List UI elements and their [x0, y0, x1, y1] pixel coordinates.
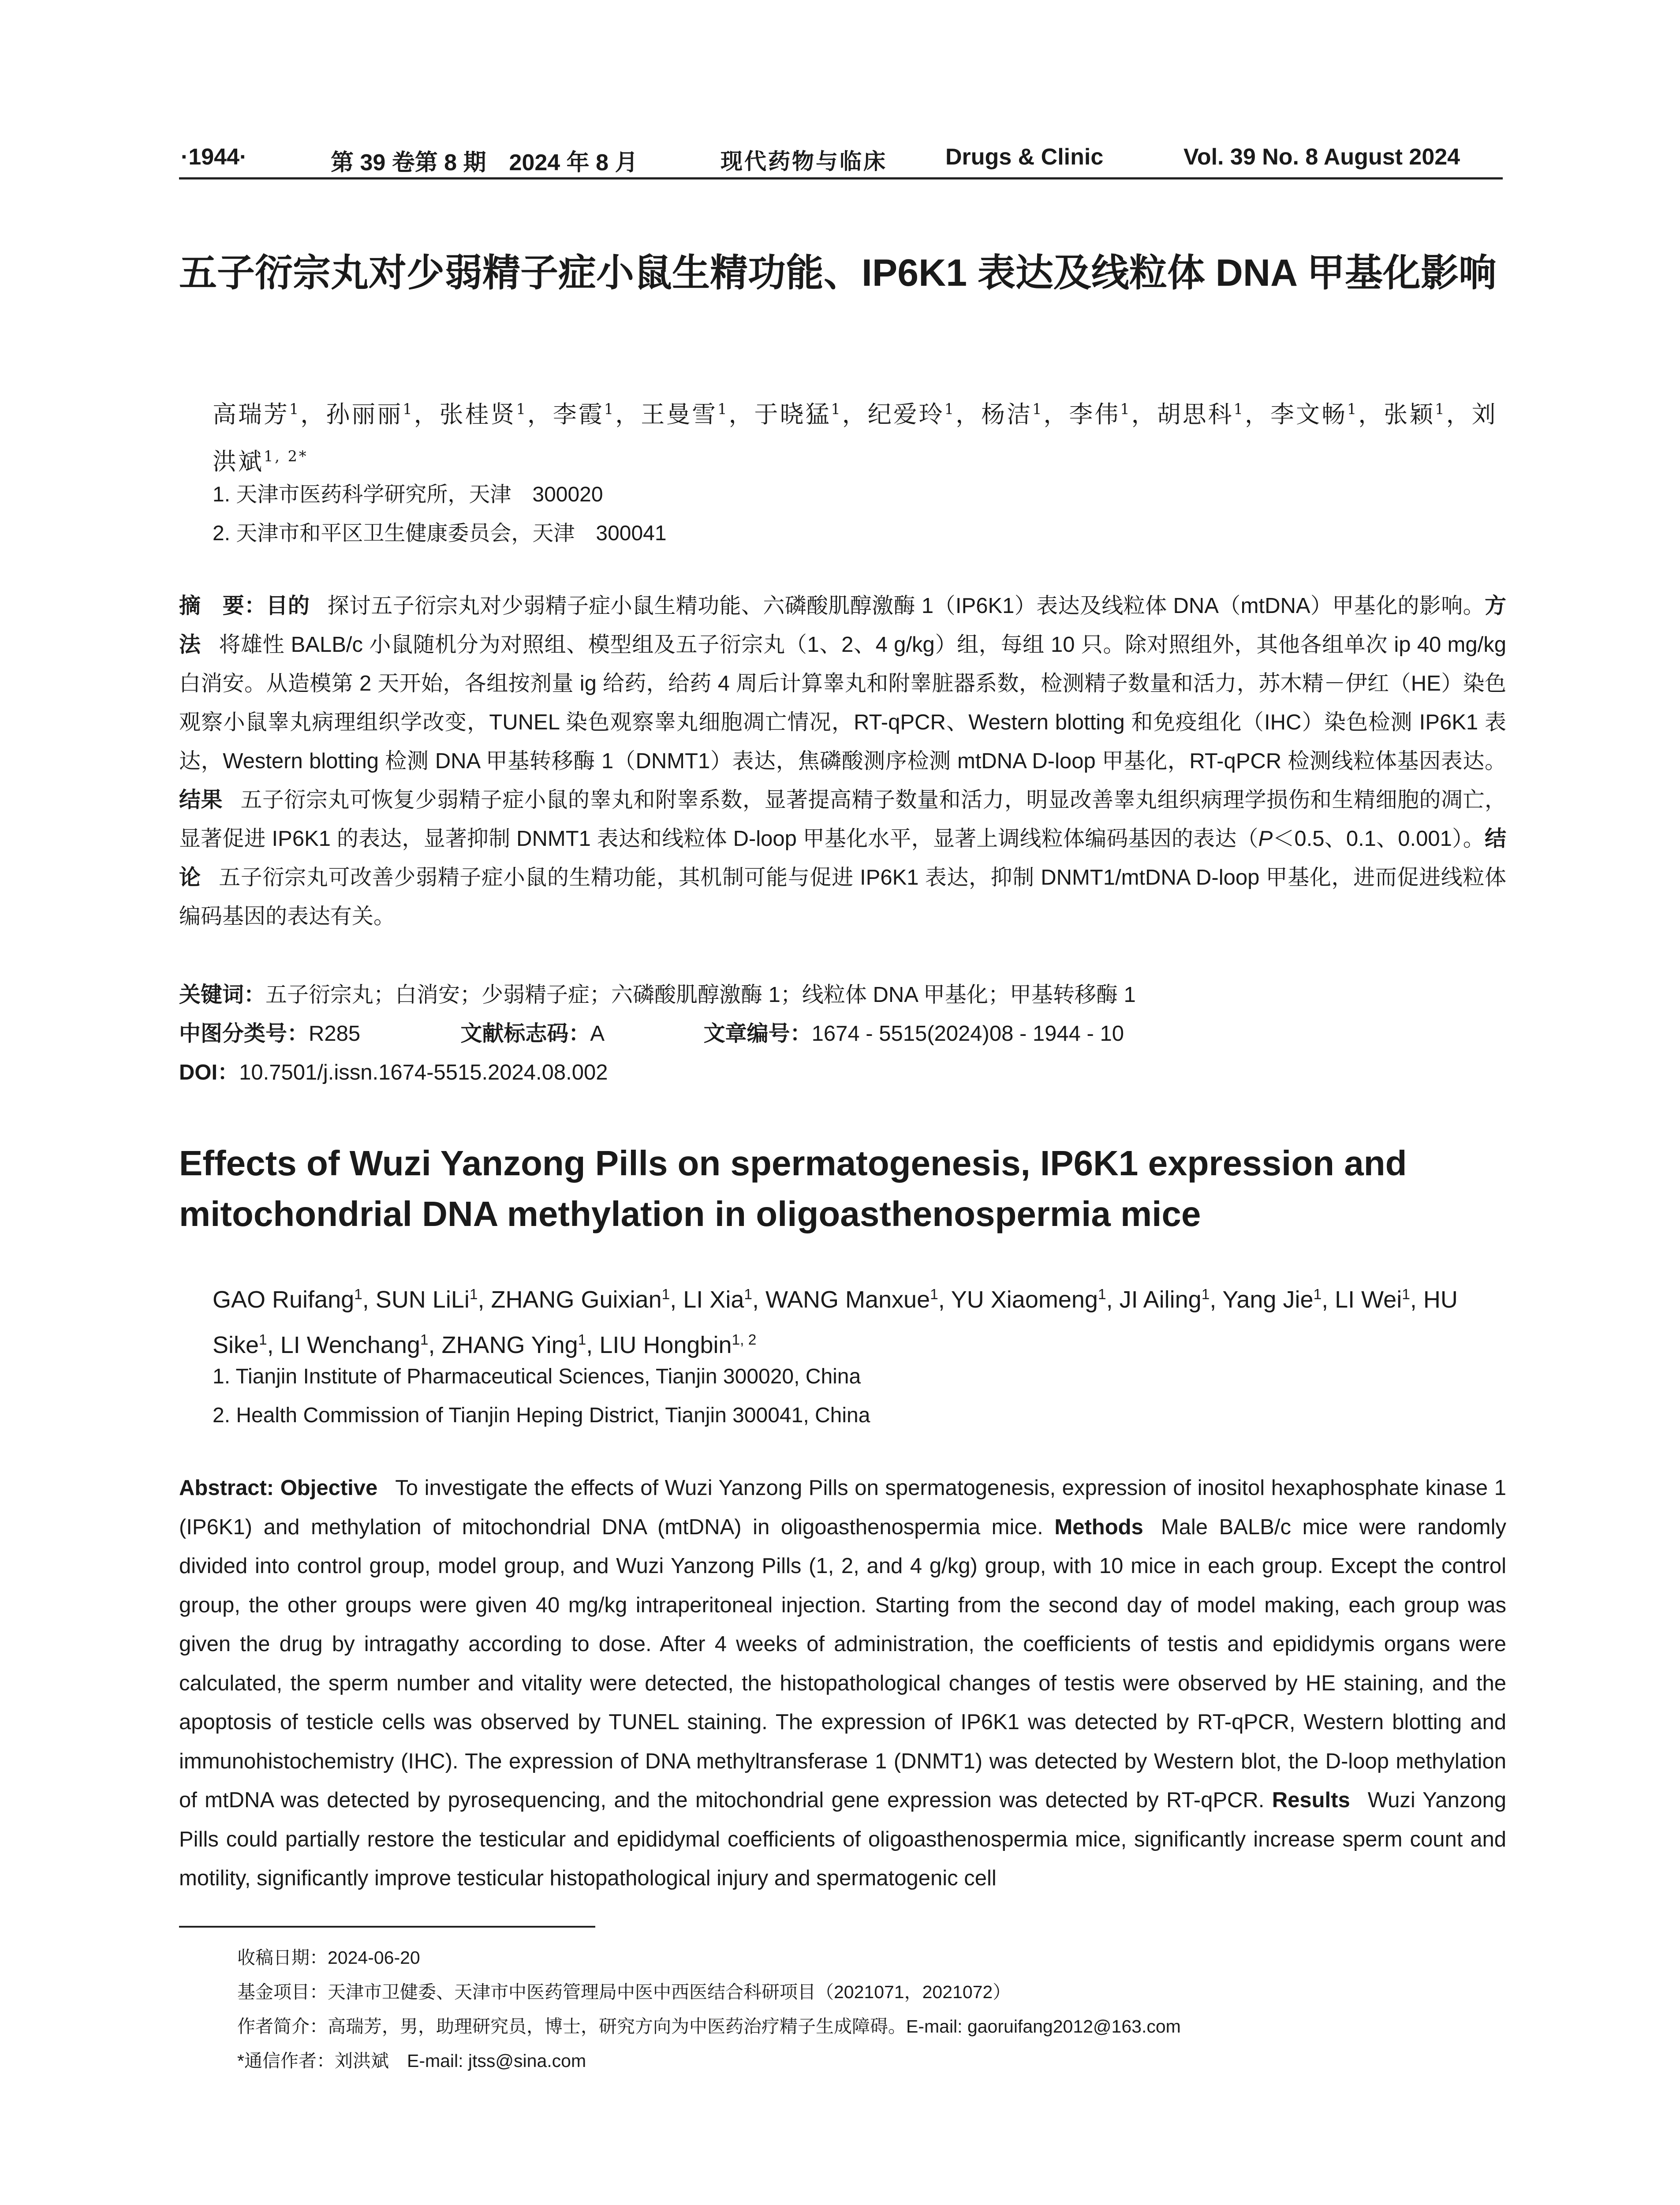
authors-cn: 高瑞芳$^1$，孙丽丽$^1$，张桂贤$^1$，李霞$^1$，王曼雪$^1$，于晓猛$^1$，纪爱玲$^1$，杨洁$^1$，李伟$^1$，胡思科$^1$，李文畅$^1$，张颖$^1$，刘洪斌$^{1, 2*}$	[213, 400, 1497, 475]
footnote-author-bio	[237, 2009, 1507, 2044]
author-affiliation-sup: 1	[1120, 400, 1131, 418]
author-affiliation-sup: 1	[578, 1332, 586, 1348]
corresponding-text: 刘洪斌 E-mail: jtss@sina.com	[334, 2051, 586, 2071]
author-name: Yang Jie	[1222, 1286, 1314, 1313]
author-name: 高瑞芳	[213, 400, 289, 428]
author-name: WANG Manxue	[765, 1286, 930, 1313]
author-name: SUN LiLi	[375, 1286, 470, 1313]
affiliation-cn-1: 1. 天津市医药科学研究所，天津 300020	[213, 483, 603, 506]
author-affiliation-sup: 1	[1098, 1286, 1106, 1303]
footnote-received	[237, 1940, 1507, 1975]
author-affiliation-sup: 1	[604, 400, 616, 418]
clc-label: 中图分类号：	[179, 1022, 309, 1046]
results-label-cn: 结果	[179, 788, 223, 812]
author-name: LI Wenchang	[280, 1332, 420, 1358]
author-name: 张桂贤	[439, 400, 516, 428]
affiliation-en-1: 1. Tianjin Institute of Pharmaceutical Sciences, Tianjin 300020, China	[213, 1365, 861, 1388]
fund-label: 基金项目：	[237, 1982, 328, 2002]
abstract-en	[179, 1469, 1506, 1898]
methods-label-en: Methods	[1054, 1515, 1143, 1539]
results-text-cn-end: ＜0.5、0.1、0.001）。	[1273, 827, 1485, 851]
author-name: 张颖	[1384, 400, 1435, 428]
objective-text-cn: 探讨五子衍宗丸对少弱精子症小鼠生精功能、六磷酸肌醇激酶 1（IP6K1）表达及线粒体 DNA（mtDNA）甲基化的影响。	[327, 594, 1485, 618]
abstract-cn	[179, 587, 1506, 936]
author-name: 刘洪斌	[213, 400, 1497, 475]
author-affiliation-sup: 1	[1347, 400, 1359, 418]
issue-cn: 第 39 卷第 8 期 2024 年 8 月	[331, 150, 638, 176]
footnote-fund	[237, 1975, 1507, 2009]
objective-label-cn: 目的	[266, 594, 310, 618]
bio-label: 作者简介：	[237, 2016, 328, 2037]
methods-label-cn: 方法	[179, 594, 1506, 657]
author-name: ZHANG Guixian	[491, 1286, 662, 1313]
author-affiliation-sup: 1	[516, 400, 527, 418]
author-name: 王曼雪	[641, 400, 718, 428]
title-en: Effects of Wuzi Yanzong Pills on spermatogenesis, IP6K1 expression and mitochondrial DNA methylation in oligoasthenospermia mice	[179, 1144, 1407, 1233]
received-date: 2024-06-20	[328, 1947, 420, 1968]
p-value-symbol: P	[1258, 827, 1273, 851]
affiliation-cn-2: 2. 天津市和平区卫生健康委员会，天津 300041	[213, 522, 667, 545]
title-cn: 五子衍宗丸对少弱精子症小鼠生精功能、IP6K1 表达及线粒体 DNA 甲基化影响	[179, 252, 1497, 294]
corresponding-label: *通信作者：	[237, 2051, 335, 2071]
author-affiliation-sup: 1	[403, 400, 414, 418]
keywords-label: 关键词：	[179, 983, 266, 1007]
author-affiliation-sup: 1	[744, 1286, 752, 1303]
author-affiliation-sup: 1, 2	[732, 1332, 757, 1348]
methods-text-en: Male BALB/c mice were randomly divided into control group, model group, and Wuzi Yanzong Pills (1, 2, and 4 g/kg) group, with 10 mice in each group. Except the control group, the other groups were given 40 mg/kg intraperitoneal injection. Starting from the second day of model making, each group was given the drug by intragathy according to dose. After 4 weeks of administration, the coefficients of testis and epididymis organs were calculated, the sperm number and vitality were detected, the histopathological changes of testis were observed by HE staining, and the apoptosis of testicle cells was observed by TUNEL staining. The expression of IP6K1 was detected by RT-qPCR, Western blotting and immunohistochemistry (IHC). The expression of DNA methyltransferase 1 (DNMT1) was detected by Western blot, the D-loop methylation of mtDNA was detected by pyrosequencing, and the mitochondrial gene expression was detected by RT-qPCR.	[179, 1515, 1507, 1812]
author-name: JI Ailing	[1119, 1286, 1202, 1313]
author-name: 李文畅	[1270, 400, 1347, 428]
author-name: LI Xia	[683, 1286, 744, 1313]
author-name: YU Xiaomeng	[951, 1286, 1098, 1313]
abstract-en-label: Abstract:	[179, 1476, 274, 1500]
author-name: 杨洁	[981, 400, 1033, 428]
author-name: 孙丽丽	[326, 400, 403, 428]
author-name: HU Sike	[213, 1286, 1458, 1358]
author-name: LI Wei	[1335, 1286, 1402, 1313]
author-affiliation-sup: 1	[1233, 400, 1245, 418]
author-name: 李霞	[553, 400, 604, 428]
abstract-cn-label: 摘 要：	[179, 594, 266, 618]
author-affiliation-sup: 1	[717, 400, 729, 418]
author-name: GAO Ruifang	[213, 1286, 355, 1313]
doc-code-label: 文献标志码：	[460, 1022, 590, 1046]
page-number: ·1944·	[181, 144, 247, 170]
author-name: LIU Hongbin	[599, 1332, 732, 1358]
results-text-cn: 五子衍宗丸可恢复少弱精子症小鼠的睾丸和附睾系数，显著提高精子数量和活力，明显改善睾丸组织病理学损伤和生精细胞的凋亡，显著促进 IP6K1 的表达，显著抑制 DNMT1 表达和线粒体 D-loop 甲基化水平，显著上调线粒体编码基因的表达（	[179, 788, 1506, 851]
journal-name-cn: 现代药物与临床	[721, 148, 887, 174]
doi-link[interactable]: 10.7501/j.issn.1674-5515.2024.08.002	[239, 1061, 608, 1084]
methods-text-cn: 将雄性 BALB/c 小鼠随机分为对照组、模型组及五子衍宗丸（1、2、4 g/kg）组，每组 10 只。除对照组外，其他各组单次 ip 40 mg/kg 白消安。从造模第 2 天开始，各组按剂量 ig 给药，给药 4 周后计算睾丸和附睾脏器系数，检测精子数量和活力，苏木精－伊红（HE）染色观察小鼠睾丸病理组织学改变，TUNEL 染色观察睾丸细胞凋亡情况，RT-qPCR、Western blotting 和免疫组化（IHC）染色检测 IP6K1 表达，Western blotting 检测 DNA 甲基转移酶 1（DNMT1）表达，焦磷酸测序检测 mtDNA D-loop 甲基化，RT-qPCR 检测线粒体基因表达。	[179, 633, 1506, 773]
objective-text-en: To investigate the effects of Wuzi Yanzong Pills on spermatogenesis, expression of inositol hexaphosphate kinase 1 (IP6K1) and methylation of mitochondrial DNA (mtDNA) in oligoasthenospermia mice.	[179, 1476, 1506, 1539]
footnote-corresponding	[237, 2044, 1507, 2078]
author-affiliation-sup: 1	[354, 1286, 362, 1303]
doi-label: DOI：	[179, 1061, 239, 1084]
conclusion-label-cn: 结论	[179, 827, 1506, 889]
author-affiliation-sup: 1	[930, 1286, 938, 1303]
author-affiliation-sup: 1	[420, 1332, 429, 1348]
author-affiliation-sup: 1	[1032, 400, 1044, 418]
doc-code-value: A	[590, 1022, 604, 1046]
bio-text: 高瑞芳，男，助理研究员，博士，研究方向为中医药治疗精子生成障碍。E-mail: gaoruifang2012@163.com	[328, 2016, 1181, 2037]
footnotes	[237, 1940, 1507, 2078]
author-name: 于晓猛	[754, 400, 831, 428]
affiliation-en-2: 2. Health Commission of Tianjin Heping District, Tianjin 300041, China	[213, 1404, 870, 1427]
author-name: 纪爱玲	[867, 400, 945, 428]
keywords-cn	[179, 975, 1502, 1014]
doi-line	[179, 1053, 1502, 1092]
author-affiliation-sup: 1	[1435, 400, 1446, 418]
fund-text: 天津市卫健委、天津市中医药管理局中医中西医结合科研项目（2021071，2021072）	[328, 1982, 1011, 2002]
author-name: ZHANG Ying	[441, 1332, 578, 1358]
objective-label-en: Objective	[280, 1476, 378, 1500]
author-affiliation-sup: 1	[469, 1286, 478, 1303]
author-affiliation-sup: 1	[1201, 1286, 1210, 1303]
author-affiliation-sup: 1	[831, 400, 842, 418]
received-label: 收稿日期：	[237, 1947, 328, 1968]
results-label-en: Results	[1272, 1788, 1350, 1812]
author-affiliation-sup: 1	[661, 1286, 670, 1303]
classification-line	[179, 1014, 1502, 1053]
author-name: 李伟	[1069, 400, 1120, 428]
article-number-label: 文章编号：	[703, 1022, 812, 1046]
article-number-value: 1674 - 5515(2024)08 - 1944 - 10	[811, 1022, 1124, 1046]
author-affiliation-sup: 1, 2*	[264, 448, 308, 465]
authors-en: GAO Ruifang$^1$, SUN LiLi$^1$, ZHANG Guixian$^1$, LI Xia$^1$, WANG Manxue$^1$, YU Xiaomeng$^1$, JI Ailing$^1$, Yang Jie$^1$, LI Wei$^1$, HU Sike$^1$, LI Wenchang$^1$, ZHANG Ying$^1$, LIU Hongbin$^{1, 2}$	[213, 1286, 1458, 1358]
results-text-en: Wuzi Yanzong Pills could partially restore the testicular and epididymal coefficients of oligoasthenospermia mice, significantly increase sperm count and motility, significantly improve testicular histopathological injury and spermatogenic cell	[179, 1788, 1506, 1890]
author-affiliation-sup: 1	[289, 400, 301, 418]
author-affiliation-sup: 1	[944, 400, 956, 418]
journal-name-en: Drugs & Clinic	[945, 144, 1104, 170]
author-affiliation-sup: 1	[1313, 1286, 1322, 1303]
author-affiliation-sup: 1	[1402, 1286, 1410, 1303]
running-header	[179, 140, 1503, 179]
clc-value: R285	[309, 1022, 361, 1046]
conclusion-text-cn: 五子衍宗丸可改善少弱精子症小鼠的生精功能，其机制可能与促进 IP6K1 表达，抑制 DNMT1/mtDNA D-loop 甲基化，进而促进线粒体编码基因的表达有关。	[179, 866, 1506, 928]
issue-en: Vol. 39 No. 8 August 2024	[1183, 144, 1460, 170]
author-affiliation-sup: 1	[259, 1332, 267, 1348]
footnote-divider	[179, 1926, 595, 1928]
author-name: 胡思科	[1157, 400, 1234, 428]
keywords-text: 五子衍宗丸；白消安；少弱精子症；六磷酸肌醇激酶 1；线粒体 DNA 甲基化；甲基转移酶 1	[265, 983, 1136, 1007]
